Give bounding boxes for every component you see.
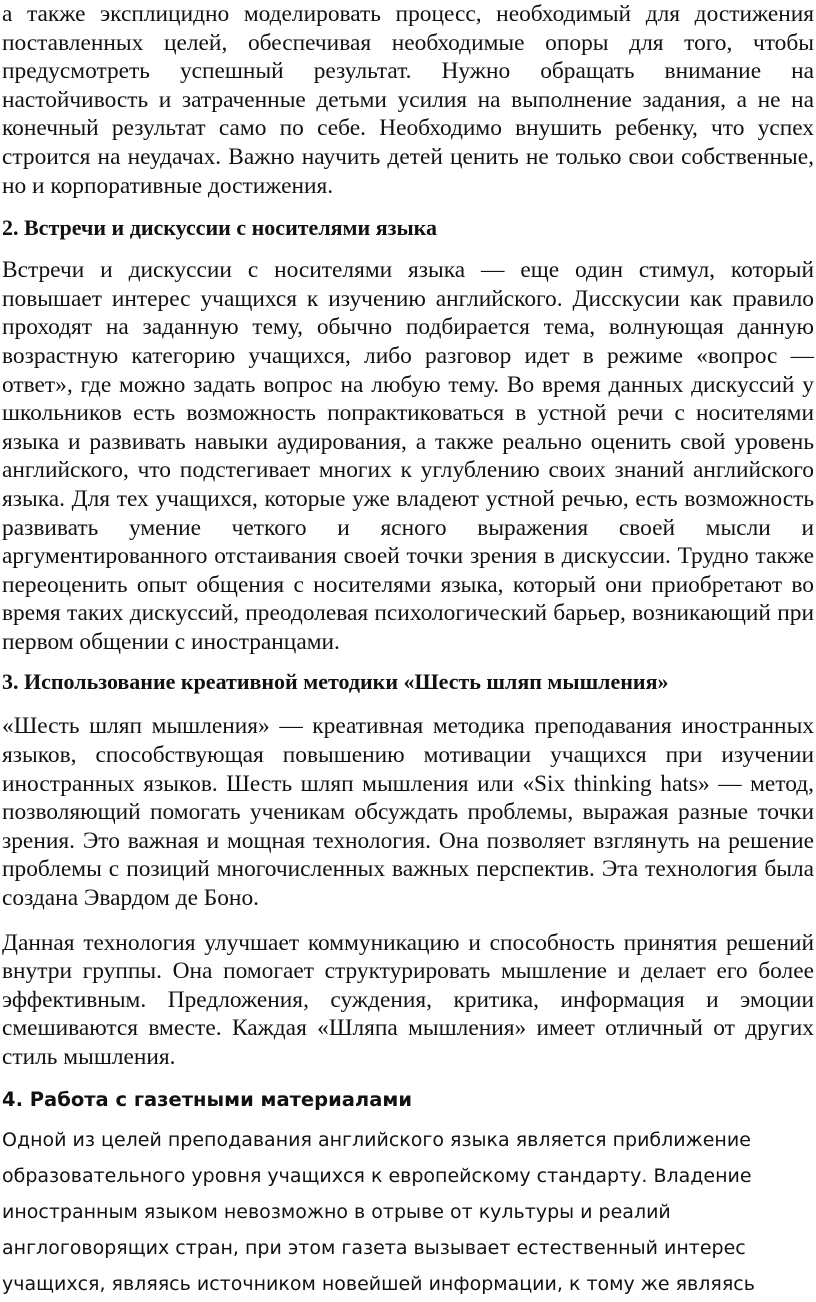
paragraph-goals: а также эксплицидно моделировать процесс, необходимый для достижения поставленных целей, обеспечивая необходимые опоры для того, чтобы предусмотреть успешный результат. Нужно обращать внимание на настойчивость и затраченные детьми усилия на выполнение задания, а не на конечный результат само по себе. Необходимо внушить ребенку, что успех строится на неудачах. Важно научить детей ценить не только свои собственные, но и корпоративные достижения.	[2, 1, 814, 199]
paragraph-newspapers: Одной из целей преподавания английского языка является приближение образовательного уровня учащихся к европейскому стандарту. Владение иностранным языком невозможно в отрыве от культуры и реалий англоговорящих стран, при этом газета вызывает естественный интерес учащихся, являясь источником новейшей информации, к тому же являясь	[2, 1128, 755, 1295]
paragraph-native-speakers: Встречи и дискуссии с носителями языка — еще один стимул, который повышает интерес учащихся к изучению английского. Дисскусии как правило проходят на заданную тему, обычно подбирается тема, волнующая данную возрастную категорию учащихся, либо разговор идет в режиме «вопрос — ответ», где можно задать вопрос на любую тему. Во время данных дискуссий у школьников есть возможность попрактиковаться в устной речи с носителями языка и развивать навыки аудирования, а также реально оценить свой уровень английского, что подстегивает многих к углублению своих знаний английского языка. Для тех учащихся, которые уже владеют устной речью, есть возможность развивать умение четкого и ясного выражения своей мысли и аргументированного отстаивания своей точки зрения в дискуссии. Трудно также переоценить опыт общения с носителями языка, который они приобретают во время таких дискуссий, преодолевая психологический барьер, возникающий при первом общении с иностранцами.	[2, 257, 814, 655]
paragraph-six-hats-intro: «Шесть шляп мышления» — креативная методика преподавания иностранных языков, способствующая повышению мотивации учащихся при изучении иностранных языков. Шесть шляп мышления или «Six thinking hats» — метод, позволяющий помогать ученикам обсуждать проблемы, выражая разные точки зрения. Это важная и мощная технология. Она позволяет взглянуть на решение проблемы с позиций многочисленных важных перспектив. Эта технология была создана Эвардом де Боно.	[2, 713, 814, 912]
heading-six-hats: 3. Использование креативной методики «Шесть шляп мышления»	[2, 669, 669, 695]
heading-native-speakers: 2. Встречи и дискуссии с носителями языка	[2, 215, 437, 241]
heading-newspapers: 4. Работа с газетными материалами	[2, 1087, 412, 1111]
paragraph-six-hats-benefits: Данная технология улучшает коммуникацию и способность принятия решений внутри группы. Она помогает структурировать мышление и делает его более эффективным. Предложения, суждения, критика, информация и эмоции смешиваются вместе. Каждая «Шляпа мышления» имеет отличный от других стиль мышления.	[2, 929, 814, 1070]
